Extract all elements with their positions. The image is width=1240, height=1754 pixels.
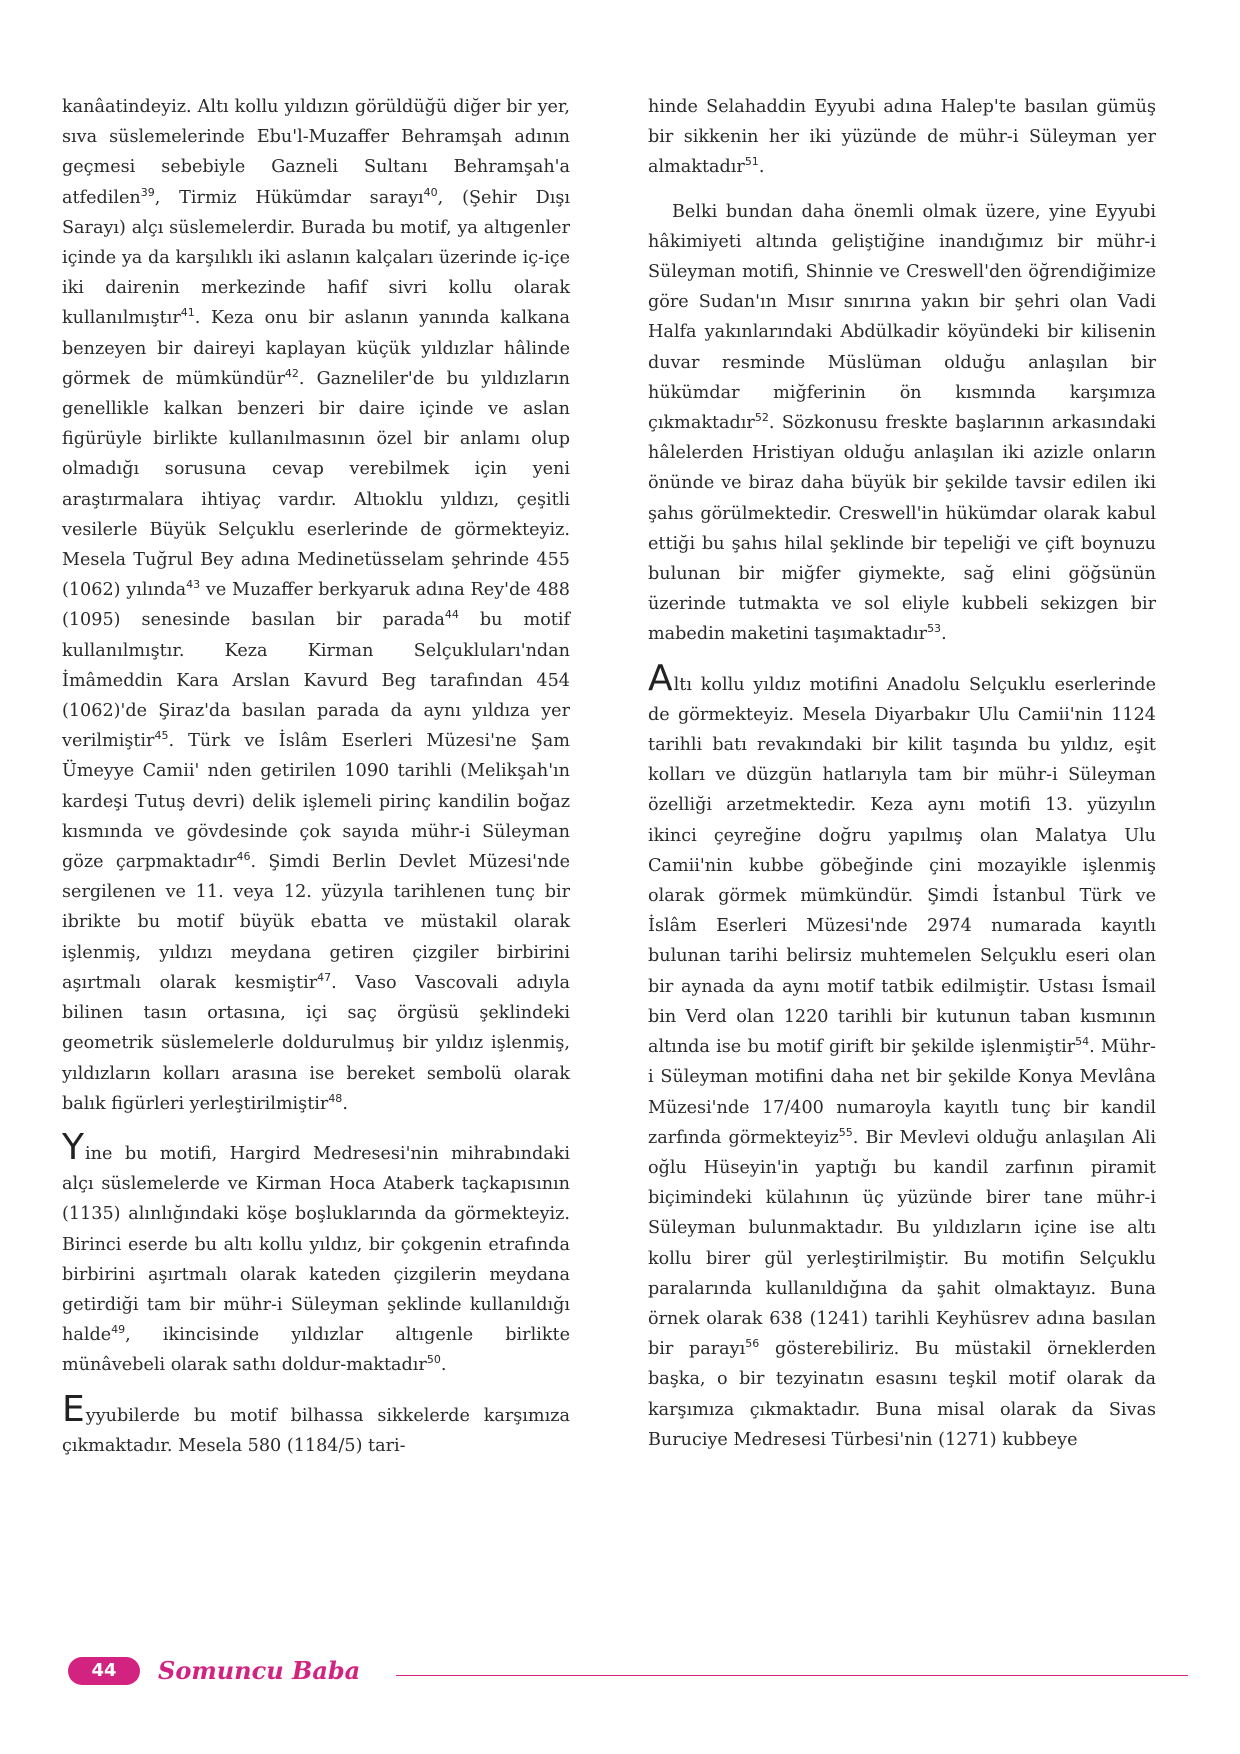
page-number-badge: 44 bbox=[68, 1657, 140, 1685]
footnote-ref: 47 bbox=[317, 970, 332, 984]
footnote-ref: 45 bbox=[154, 729, 169, 743]
footnote-ref: 53 bbox=[927, 622, 942, 636]
paragraph: Belki bundan daha önemli olmak üzere, yine Eyyubi hâkimiyeti altında geliştiğine inandığımız bir mühr-i Süleyman motifi, Shinnie ve Creswell'den öğrendiğimize göre Sudan'ın Mısır sınırına yakın bir şehri olan Vadi Halfa yakınlarındaki Abdülkadir köyündeki bir kilisenin duvar resminde Müslüman olduğu anlaşılan bir hükümdar miğferinin ön kısmında karşımıza çıkmaktadır$^{52}$. Sözkonusu freskte başlarının arkasındaki hâlelerden Hristiyan olduğu anlaşılan iki azizle onların önünde ve biraz daha büyük bir şekilde tavsir edilen iki şahıs görülmektedir. Creswell'in hükümdar olarak kabul ettiği bu şahıs hilal şeklinde bir tepeliği ve çift boynuzu bulunan bir miğfer giymekte, sağ elini göğsünün üzerinde tutmakta ve sol eliyle kubbeli sekizgen bir mabedin maketini taşımaktadır$^{53}$. bbox=[648, 201, 1156, 645]
footnote-ref: 40 bbox=[423, 185, 438, 199]
footnote-ref: 42 bbox=[284, 366, 299, 380]
footnote-ref: 48 bbox=[328, 1091, 343, 1105]
paragraph: Eyyubilerde bu motif bilhassa sikkelerde karşımıza çıkmaktadır. Mesela 580 (1184/5) tari- bbox=[62, 1388, 570, 1456]
footnote-ref: 52 bbox=[754, 411, 769, 425]
magazine-name: Somuncu Baba bbox=[158, 1656, 361, 1685]
page-footer bbox=[58, 1651, 1188, 1691]
paragraph: Altı kollu yıldız motifini Anadolu Selçuklu eserlerinde de görmekteyiz. Mesela Diyarbakır Ulu Camii'nin 1124 tarihli batı revakındaki bir kilit taşında bu yıldız, eşit kolları ve düzgün hatlarıyla tam bir mühr-i Süleyman özelliği arzetmektedir. Keza aynı motifi 13. yüzyılın ikinci çeyreğine doğru yapılmış olan Malatya Ulu Camii'nin kubbe göbeğinde çini mozayikle işlenmiş olarak görmek mümkündür. Şimdi İstanbul Türk ve İslâm Eserleri Müzesi'nde 2974 numarada kayıtlı bulunan tarihi belirsiz muhtemelen Selçuklu eseri olan bir aynada da aynı motif tatbik edilmiştir. Ustası İsmail bin Verd olan 1220 tarihli bir kutunun taban kısmının altında ise bu motif girift bir şekilde işlenmiştir$^{54}$. Mühr-i Süleyman motifini daha net bir şekilde Konya Mevlâna Müzesi'nde 17/400 numaroyla kayıtlı tunç bir kandil zarfında görmekteyiz$^{55}$. Bir Mevlevi olduğu anlaşılan Ali oğlu Hüseyin'in yaptığı bu kandil zarfının piramit biçimindeki külahının üç yüzünde birer tane mühr-i Süleyman bulunmaktadır. Bu yıldızların içine ise altı kollu birer gül yerleştirilmiştir. Bu motifin Selçuklu paralarında kullanıldığına da şahit olmaktayız. Buna örnek olarak 638 (1241) tarihli Keyhüsrev adına basılan bir parayı$^{56}$ gösterebiliriz. Bu müstakil örneklerden başka, o bir tezyinatın esasını teşkil motif olarak da karşımıza çıkmaktadır. Buna misal olarak da Sivas Buruciye Medresesi Türbesi'nin (1271) kubbeye bbox=[648, 657, 1157, 1450]
footnote-ref: 56 bbox=[745, 1337, 760, 1351]
footnote-ref: 54 bbox=[1075, 1035, 1090, 1049]
drop-cap: A bbox=[648, 657, 673, 699]
footnote-ref: 39 bbox=[140, 185, 155, 199]
drop-cap: Y bbox=[62, 1126, 84, 1168]
drop-cap: E bbox=[62, 1388, 85, 1430]
footnote-ref: 41 bbox=[180, 306, 195, 320]
footer-rule bbox=[396, 1675, 1188, 1676]
footnote-ref: 43 bbox=[186, 578, 201, 592]
right-column bbox=[648, 92, 1156, 1455]
footnote-ref: 50 bbox=[426, 1353, 441, 1367]
footnote-ref: 55 bbox=[838, 1125, 853, 1139]
left-column bbox=[62, 92, 570, 1461]
paragraph: Yine bu motifi, Hargird Medresesi'nin mihrabındaki alçı süslemelerde ve Kirman Hoca Ataberk taçkapısının (1135) alınlığındaki köşe boşluklarında da görmekteyiz. Birinci eserde bu altı kollu yıldız, bir çokgenin etrafında birbirini aşırtmalı olarak kateden çizgilerin meydana getirdiği tam bir mühr-i Süleyman şeklinde kullanıldığı halde$^{49}$, ikincisinde yıldızlar altıgenle birlikte münâvebeli olarak sathı doldur-maktadır$^{50}$. bbox=[62, 1126, 570, 1376]
footnote-ref: 49 bbox=[111, 1323, 126, 1337]
footnote-ref: 44 bbox=[444, 608, 459, 622]
footnote-ref: 51 bbox=[744, 155, 759, 169]
paragraph: hinde Selahaddin Eyyubi adına Halep'te basılan gümüş bir sikkenin her iki yüzünde de mühr-i Süleyman yer almaktadır$^{51}$. bbox=[648, 97, 1156, 178]
footnote-ref: 46 bbox=[236, 850, 251, 864]
paragraph: kanâatindeyiz. Altı kollu yıldızın görüldüğü diğer bir yer, sıva süslemelerinde Ebu'l-Muzaffer Behramşah adının geçmesi sebebiyle Gazneli Sultanı Behramşah'a atfedilen$^{39}$, Tirmiz Hükümdar sarayı$^{40}$, (Şehir Dışı Sarayı) alçı süslemelerdir. Burada bu motif, ya altıgenler içinde ya da karşılıklı iki aslanın kalçaları üzerinde iç-içe iki dairenin merkezinde hafif sivri kollu olarak kullanılmıştır$^{41}$. Keza onu bir aslanın yanında kalkana benzeyen bir daireyi kaplayan küçük yıldızlar hâlinde görmek de mümkündür$^{42}$. Gazneliler'de bu yıldızların genellikle kalkan benzeri bir daire içinde ve aslan figürüyle birlikte kullanılmasının özel bir anlamı olup olmadığı sorusuna cevap verebilmek için yeni araştırmalara ihtiyaç vardır. Altıoklu yıldızı, çeşitli vesilerle Büyük Selçuklu eserlerinde de görmekteyiz. Mesela Tuğrul Bey adına Medinetüsselam şehrinde 455 (1062) yılında$^{43}$ ve Muzaffer berkyaruk adına Rey'de 488 (1095) senesinde basılan bir parada$^{44}$ bu motif kullanılmıştır. Keza Kirman Selçukluları'ndan İmâmeddin Kara Arslan Kavurd Beg tarafından 454 (1062)'de Şiraz'da basılan parada da aynı yıldıza yer verilmiştir$^{45}$. Türk ve İslâm Eserleri Müzesi'ne Şam Ümeyye Camii' nden getirilen 1090 tarihli (Melikşah'ın kardeşi Tutuş devri) delik işlemeli pirinç kandilin boğaz kısmında ve gövdesinde çok sayıda mühr-i Süleyman göze çarpmaktadır$^{46}$. Şimdi Berlin Devlet Müzesi'nde sergilenen ve 11. veya 12. yüzyıla tarihlenen tunç bir ibrikte bu motif büyük ebatta ve müstakil olarak işlenmiş, yıldızı meydana getiren çizgiler birbirini aşırtmalı olarak kesmiştir$^{47}$. Vaso Vascovali adıyla bilinen tasın ortasına, içi saç örgüsü şeklindeki geometrik süslemelerle doldurulmuş bir yıldız işlenmiş, yıldızların kolları arasına ise bereket sembolü olarak balık figürleri yerleştirilmiştir$^{48}$. bbox=[62, 97, 571, 1114]
